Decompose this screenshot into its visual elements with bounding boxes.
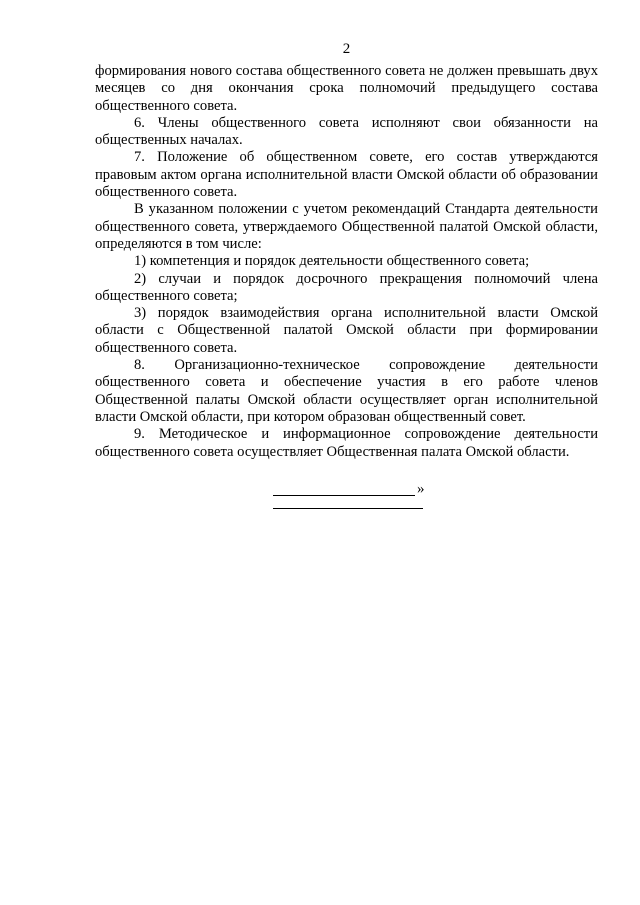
paragraph-continuation: формирования нового состава общественного совета не должен превышать двух месяцев со дня окончания срока полномочий предыдущего состава общественного совета. — [95, 63, 598, 114]
end-rule — [273, 508, 423, 509]
paragraph-subitem-2: 2) случаи и порядок досрочного прекращения полномочий члена общественного совета; — [95, 270, 598, 304]
paragraph-subitem-1: 1) компетенция и порядок деятельности общественного совета; — [134, 253, 530, 270]
document-page — [95, 40, 598, 461]
paragraph-item-7: 7. Положение об общественном совете, его состав утверждаются правовым актом органа исполнительной власти Омской области об образовании общественного совета. — [95, 149, 598, 201]
closing-block — [273, 478, 433, 509]
paragraph-regulation-scope: В указанном положении с учетом рекомендаций Стандарта деятельности общественного совета, утверждаемого Общественной палатой Омской области, определяются в том числе: — [95, 201, 598, 252]
paragraph-item-9: 9. Методическое и информационное сопровождение деятельности общественного совета осуществляет Общественная палата Омской области. — [95, 426, 598, 460]
document-body — [95, 63, 598, 461]
page-number: 2 — [342, 41, 351, 57]
paragraph-item-8: 8. Организационно-техническое сопровождение деятельности общественного совета и обеспечение участия в его работе членов Общественной палаты Омской области осуществляет орган исполнительной власти Омской области, при котором образован общественный совет. — [95, 357, 598, 425]
closing-line — [273, 478, 433, 496]
paragraph-item-6: 6. Члены общественного совета исполняют свои обязанности на общественных началах. — [95, 114, 598, 149]
closing-quote: » — [417, 481, 425, 497]
paragraph-subitem-3: 3) порядок взаимодействия органа исполнительной власти Омской области с Общественной палатой Омской области при формировании общественного совета. — [95, 305, 598, 356]
closing-rule — [273, 481, 415, 496]
